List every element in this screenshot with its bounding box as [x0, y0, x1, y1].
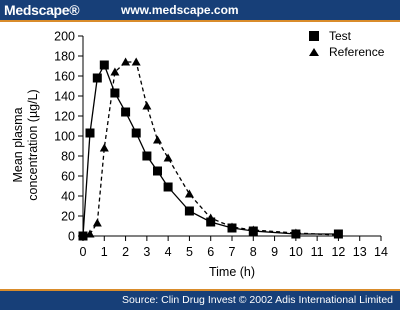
plot-area: [79, 58, 343, 241]
y-tick-label: 40: [61, 189, 75, 204]
legend-test-marker: [309, 31, 319, 41]
y-axis-title-line-1: Mean plasma: [11, 107, 25, 183]
reference-data-point: [153, 136, 162, 144]
y-tick-label: 20: [61, 209, 75, 224]
x-tick-label: 11: [310, 245, 324, 259]
y-tick-label: 140: [54, 89, 75, 104]
x-tick-label: 14: [374, 245, 388, 259]
reference-data-point: [93, 219, 102, 227]
x-tick-label: 0: [79, 245, 87, 259]
test-data-point: [100, 61, 109, 70]
reference-series-line: [83, 62, 338, 236]
test-data-point: [110, 89, 119, 98]
x-tick-label: 1: [100, 245, 108, 259]
reference-data-point: [164, 154, 173, 162]
plasma-concentration-chart: [0, 22, 400, 290]
test-data-point: [185, 207, 194, 216]
test-series-line: [83, 65, 338, 236]
site-url: www.medscape.com: [121, 3, 239, 17]
x-tick-label: 13: [352, 245, 367, 259]
x-tick-label: 9: [271, 245, 279, 259]
y-axis-title: [11, 89, 40, 200]
test-data-point: [86, 129, 95, 138]
test-data-point: [164, 183, 173, 192]
test-data-point: [142, 152, 151, 161]
y-tick-label: 80: [61, 149, 75, 164]
x-tick-label: 10: [288, 245, 303, 259]
y-tick-label: 120: [54, 109, 75, 124]
y-tick-label: 100: [54, 129, 75, 144]
legend-test-label: Test: [329, 29, 352, 43]
legend: [309, 29, 385, 59]
test-data-point: [153, 167, 162, 176]
x-axis-title: Time (h): [208, 265, 256, 279]
x-tick-label: 2: [122, 245, 130, 259]
reference-data-point: [142, 102, 151, 110]
y-axis-title-line-2: concentration (µg/L): [26, 89, 40, 201]
x-tick-group: [80, 236, 388, 259]
x-tick-label: 6: [207, 245, 215, 259]
x-tick-label: 3: [143, 245, 151, 259]
legend-reference-marker: [309, 48, 319, 56]
test-data-point: [132, 129, 141, 138]
x-tick-label: 8: [249, 245, 257, 259]
medscape-logo: Medscape®: [4, 2, 80, 18]
header-bar: [0, 0, 400, 20]
y-tick-label: 0: [68, 229, 75, 244]
x-tick-label: 5: [185, 245, 193, 259]
legend-reference-label: Reference: [329, 45, 385, 59]
x-tick-label: 12: [331, 245, 346, 259]
footer-bar: [0, 291, 400, 310]
reference-data-point: [185, 190, 194, 198]
y-tick-label: 200: [54, 29, 75, 44]
y-tick-group: [54, 30, 83, 244]
y-tick-label: 160: [54, 69, 75, 84]
x-tick-label: 7: [228, 245, 236, 259]
test-data-point: [121, 108, 130, 117]
y-tick-label: 180: [54, 49, 75, 64]
x-tick-label: 4: [164, 245, 172, 259]
reference-data-point: [132, 58, 141, 66]
source-credit: Source: Clin Drug Invest © 2002 Adis International Limited: [122, 294, 393, 306]
test-data-point: [93, 74, 102, 83]
reference-data-point: [100, 144, 109, 152]
y-tick-label: 60: [61, 169, 75, 184]
